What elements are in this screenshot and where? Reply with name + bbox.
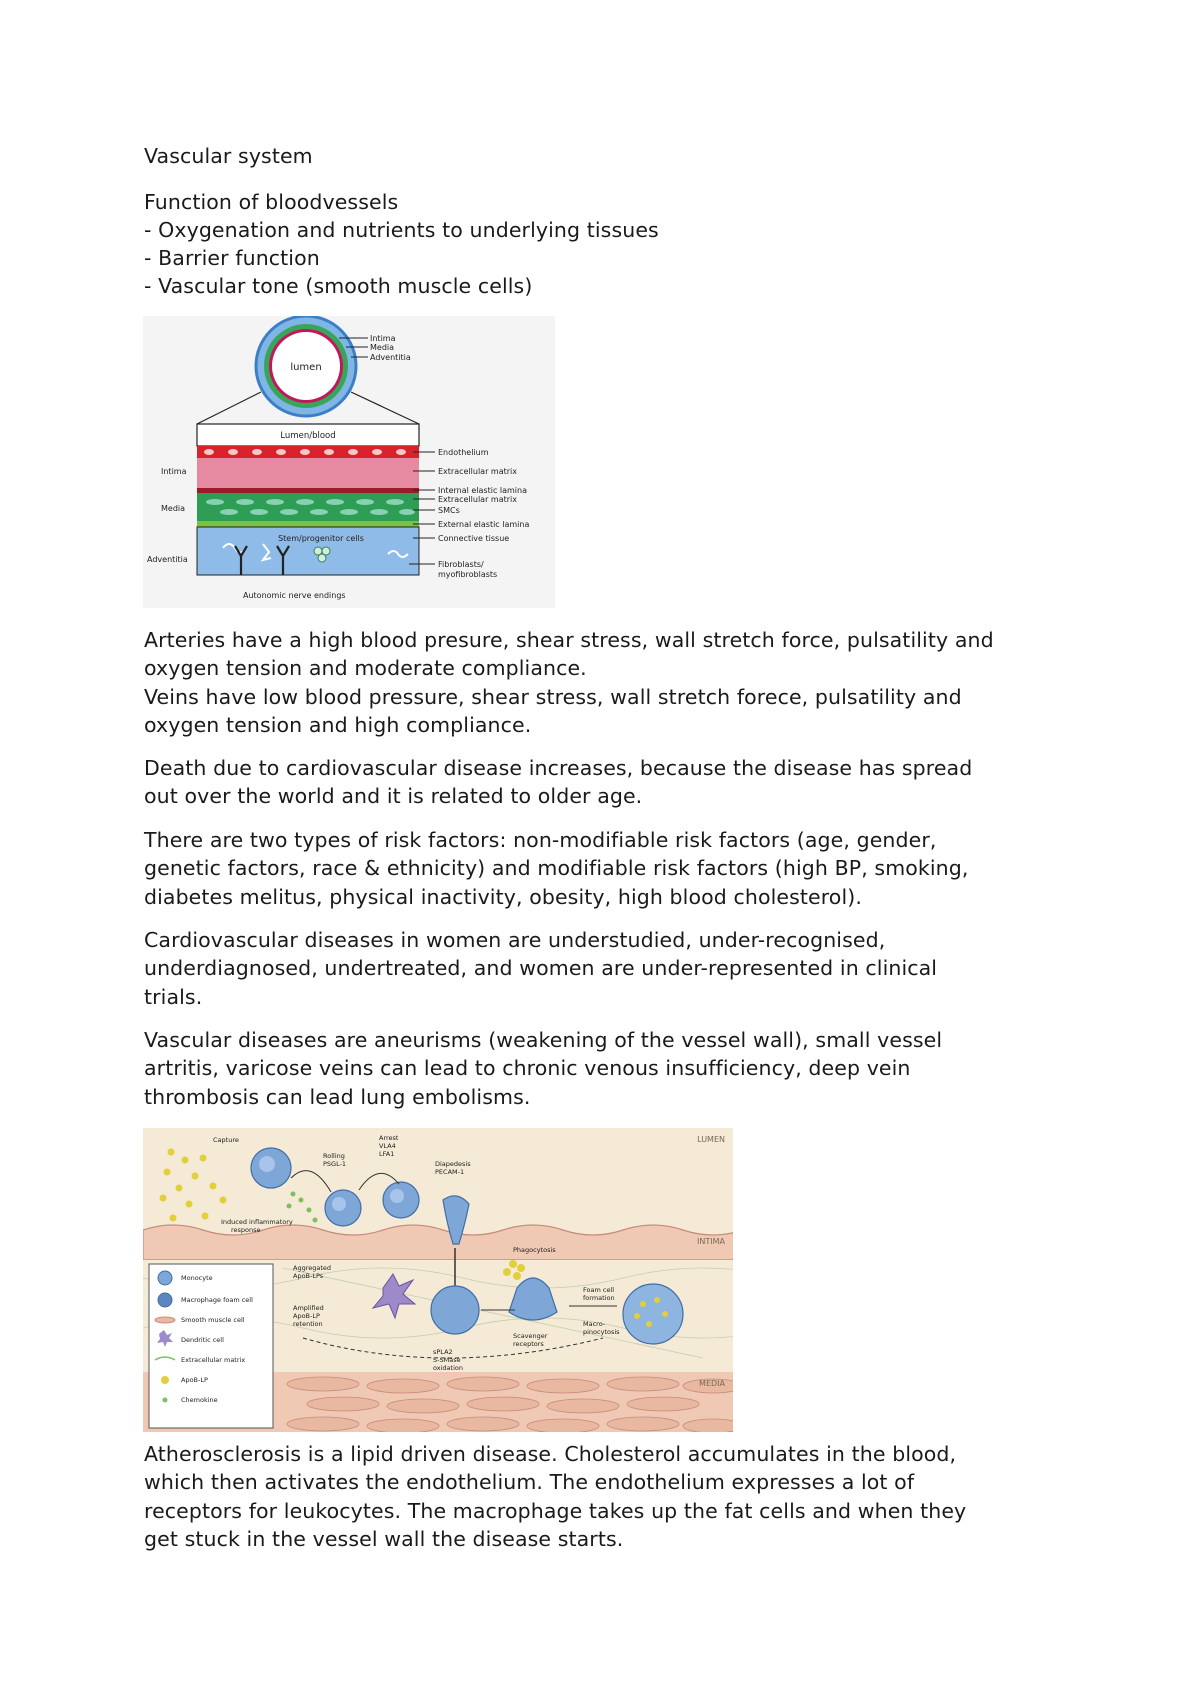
note-label: ApoB-LPs <box>293 1272 324 1280</box>
legend-item: Macrophage foam cell <box>181 1296 253 1304</box>
step-label: Macro- <box>583 1320 606 1328</box>
ring-label: Intima <box>370 334 396 343</box>
text-line: get stuck in the vessel wall the disease starts. <box>144 1526 624 1551</box>
paragraph-women <box>144 926 1084 1011</box>
legend-item: ApoB-LP <box>181 1376 208 1384</box>
zone-label: MEDIA <box>699 1379 725 1388</box>
text-line: out over the world and it is related to older age. <box>144 784 643 809</box>
step-label: receptors <box>513 1340 544 1348</box>
step-label: formation <box>583 1294 615 1302</box>
text-line: trials. <box>144 984 203 1009</box>
step-label: Diapedesis <box>435 1160 471 1168</box>
text-line: which then activates the endothelium. The endothelium expresses a lot of <box>144 1470 915 1495</box>
ring-label: Media <box>370 343 395 352</box>
function-item: - Vascular tone (smooth muscle cells) <box>144 274 533 298</box>
legend-item: Smooth muscle cell <box>181 1316 245 1324</box>
text-line: thrombosis can lead lung embolisms. <box>144 1084 531 1109</box>
right-label: Extracellular matrix <box>438 495 517 504</box>
vessel-wall-figure <box>143 316 555 608</box>
step-label: Phagocytosis <box>513 1246 556 1254</box>
nerve-label: Autonomic nerve endings <box>243 591 346 600</box>
text-line: There are two types of risk factors: non-modifiable risk factors (age, gender, <box>144 828 937 852</box>
legend-item: Monocyte <box>181 1274 213 1282</box>
paragraph-risk-factors <box>144 826 1084 911</box>
page-heading: Vascular system <box>144 144 313 168</box>
text-line: Veins have low blood pressure, shear stress, wall stretch forece, pulsatility and <box>144 684 962 709</box>
step-label: PECAM-1 <box>435 1168 465 1176</box>
zone-label: INTIMA <box>697 1237 725 1246</box>
right-label: Internal elastic lamina <box>438 486 528 495</box>
note-label: Induced inflammatory <box>221 1218 293 1226</box>
paragraph-arteries-veins <box>144 626 1084 739</box>
step-label: LFA1 <box>379 1150 395 1158</box>
step-label: Capture <box>213 1136 239 1144</box>
text-line: Death due to cardiovascular disease increases, because the disease has spread <box>144 756 973 780</box>
paragraph-death <box>144 754 1084 811</box>
step-label: VLA4 <box>379 1142 396 1150</box>
layer-label: Intima <box>161 467 187 476</box>
text-line: oxygen tension and high compliance. <box>144 712 532 737</box>
step-label: Scavenger <box>513 1332 548 1340</box>
text-line: oxygen tension and moderate compliance. <box>144 656 587 681</box>
layer-label: Adventitia <box>147 555 188 564</box>
right-label: External elastic lamina <box>438 520 530 529</box>
text-line: diabetes melitus, physical inactivity, obesity, high blood cholesterol). <box>144 884 862 909</box>
right-label: Fibroblasts/ <box>438 560 484 569</box>
note-label: S-SMase <box>433 1356 461 1364</box>
media-layer <box>197 493 419 521</box>
internal-elastic-lamina <box>197 488 419 493</box>
intima-matrix-layer <box>197 458 419 488</box>
zone-label: LUMEN <box>697 1135 725 1144</box>
external-elastic-lamina <box>197 521 419 527</box>
note-label: ApoB-LP <box>293 1312 320 1320</box>
legend-item: Dendritic cell <box>181 1336 224 1344</box>
text-line: Cardiovascular diseases in women are understudied, under-recognised, <box>144 928 886 952</box>
note-label: Amplified <box>293 1304 324 1312</box>
text-line: Atherosclerosis is a lipid driven disease. Cholesterol accumulates in the blood, <box>144 1442 957 1466</box>
step-label: Foam cell <box>583 1286 615 1294</box>
step-label: PSGL-1 <box>323 1160 347 1168</box>
text-line: genetic factors, race & ethnicity) and modifiable risk factors (high BP, smoking, <box>144 856 969 881</box>
right-label: Connective tissue <box>438 534 510 543</box>
right-label: SMCs <box>438 506 460 515</box>
lumen-label: lumen <box>290 362 322 373</box>
note-label: Aggregated <box>293 1264 332 1272</box>
note-label: sPLA2 <box>433 1348 453 1356</box>
function-item: - Barrier function <box>144 246 320 270</box>
lumen-blood-label: Lumen/blood <box>280 431 336 441</box>
text-line: Vascular diseases are aneurisms (weakening of the vessel wall), small vessel <box>144 1028 943 1052</box>
text-line: artritis, varicose veins can lead to chronic venous insufficiency, deep vein <box>144 1056 911 1081</box>
note-label: retention <box>293 1320 323 1328</box>
text-line: underdiagnosed, undertreated, and women are under-represented in clinical <box>144 956 938 981</box>
legend-item: Chemokine <box>181 1396 218 1404</box>
layer-label: Media <box>161 504 186 513</box>
text-line: Arteries have a high blood presure, shear stress, wall stretch force, pulsatility and <box>144 628 994 652</box>
step-label: Arrest <box>379 1134 399 1142</box>
text-line: receptors for leukocytes. The macrophage takes up the fat cells and when they <box>144 1498 967 1523</box>
note-label: response <box>231 1226 261 1234</box>
paragraph-vascular-diseases <box>144 1026 1084 1111</box>
note-label: oxidation <box>433 1364 463 1372</box>
step-label: Rolling <box>323 1152 345 1160</box>
right-label: Extracellular matrix <box>438 467 517 476</box>
stem-cells-label: Stem/progenitor cells <box>278 534 364 543</box>
step-label: pinocytosis <box>583 1328 620 1336</box>
legend-item: Extracellular matrix <box>181 1356 246 1364</box>
function-item: - Oxygenation and nutrients to underlying tissues <box>144 218 659 242</box>
right-label: Endothelium <box>438 448 489 457</box>
function-title: Function of bloodvessels <box>144 190 399 214</box>
right-label: myofibroblasts <box>438 570 498 579</box>
paragraph-atherosclerosis <box>144 1440 1084 1553</box>
ring-label: Adventitia <box>370 353 411 362</box>
atherosclerosis-figure <box>143 1128 733 1432</box>
